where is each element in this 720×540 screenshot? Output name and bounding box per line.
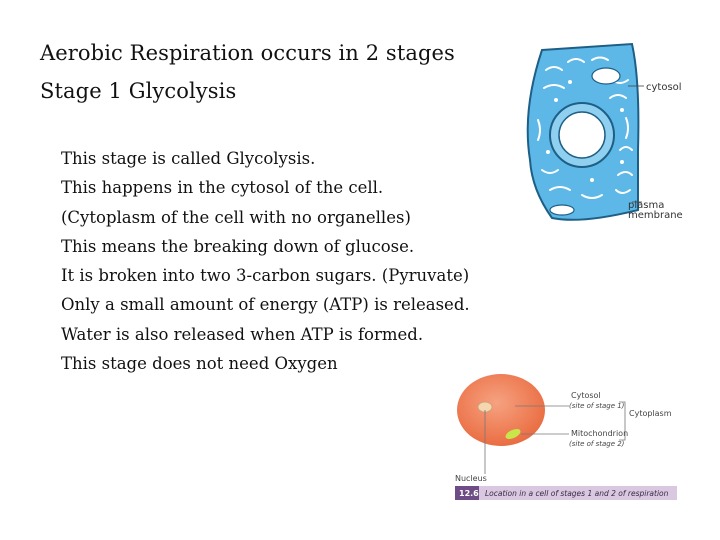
respiration-location-figure (455, 372, 677, 504)
mitochondrion-label: Mitochondrion (571, 429, 629, 438)
bullet-list (61, 144, 470, 378)
nucleus-label: Nucleus (455, 474, 487, 483)
nucleolus-shape (559, 112, 605, 158)
bullet-item: (Cytoplasm of the cell with no organelles) (61, 207, 411, 227)
bullet-item: This happens in the cytosol of the cell. (61, 178, 384, 198)
plasma-label: plasma (628, 200, 665, 211)
bullet-item: Only a small amount of energy (ATP) is released. (61, 295, 470, 315)
mitochondrion-shape (550, 205, 574, 215)
bullet-item: It is broken into two 3-carbon sugars. (Pyruvate) (61, 266, 470, 286)
cell-diagram-figure (522, 40, 692, 230)
cytosol-site-label: (site of stage 1) (569, 402, 625, 410)
bullet-item: Water is also released when ATP is formed. (61, 324, 424, 344)
bullet-item: This means the breaking down of glucose. (61, 236, 415, 256)
cytoplasm-label: Cytoplasm (629, 409, 672, 418)
cell-outline (457, 374, 545, 446)
heading-line-2: Stage 1 Glycolysis (40, 79, 237, 103)
caption-number: 12.6 (459, 489, 479, 498)
bullet-item: This stage does not need Oxygen (61, 354, 338, 374)
bullet-item: This stage is called Glycolysis. (61, 149, 316, 168)
mitochondrion-shape (592, 68, 620, 84)
cytosol-label: Cytosol (571, 391, 601, 400)
cytosol-label: cytosol (646, 82, 682, 93)
slide-heading (40, 34, 455, 110)
membrane-label: membrane (628, 210, 683, 221)
heading-line-1: Aerobic Respiration occurs in 2 stages (40, 41, 455, 65)
caption-text: Location in a cell of stages 1 and 2 of respiration (485, 489, 669, 498)
mitochondrion-site-label: (site of stage 2) (569, 440, 625, 448)
